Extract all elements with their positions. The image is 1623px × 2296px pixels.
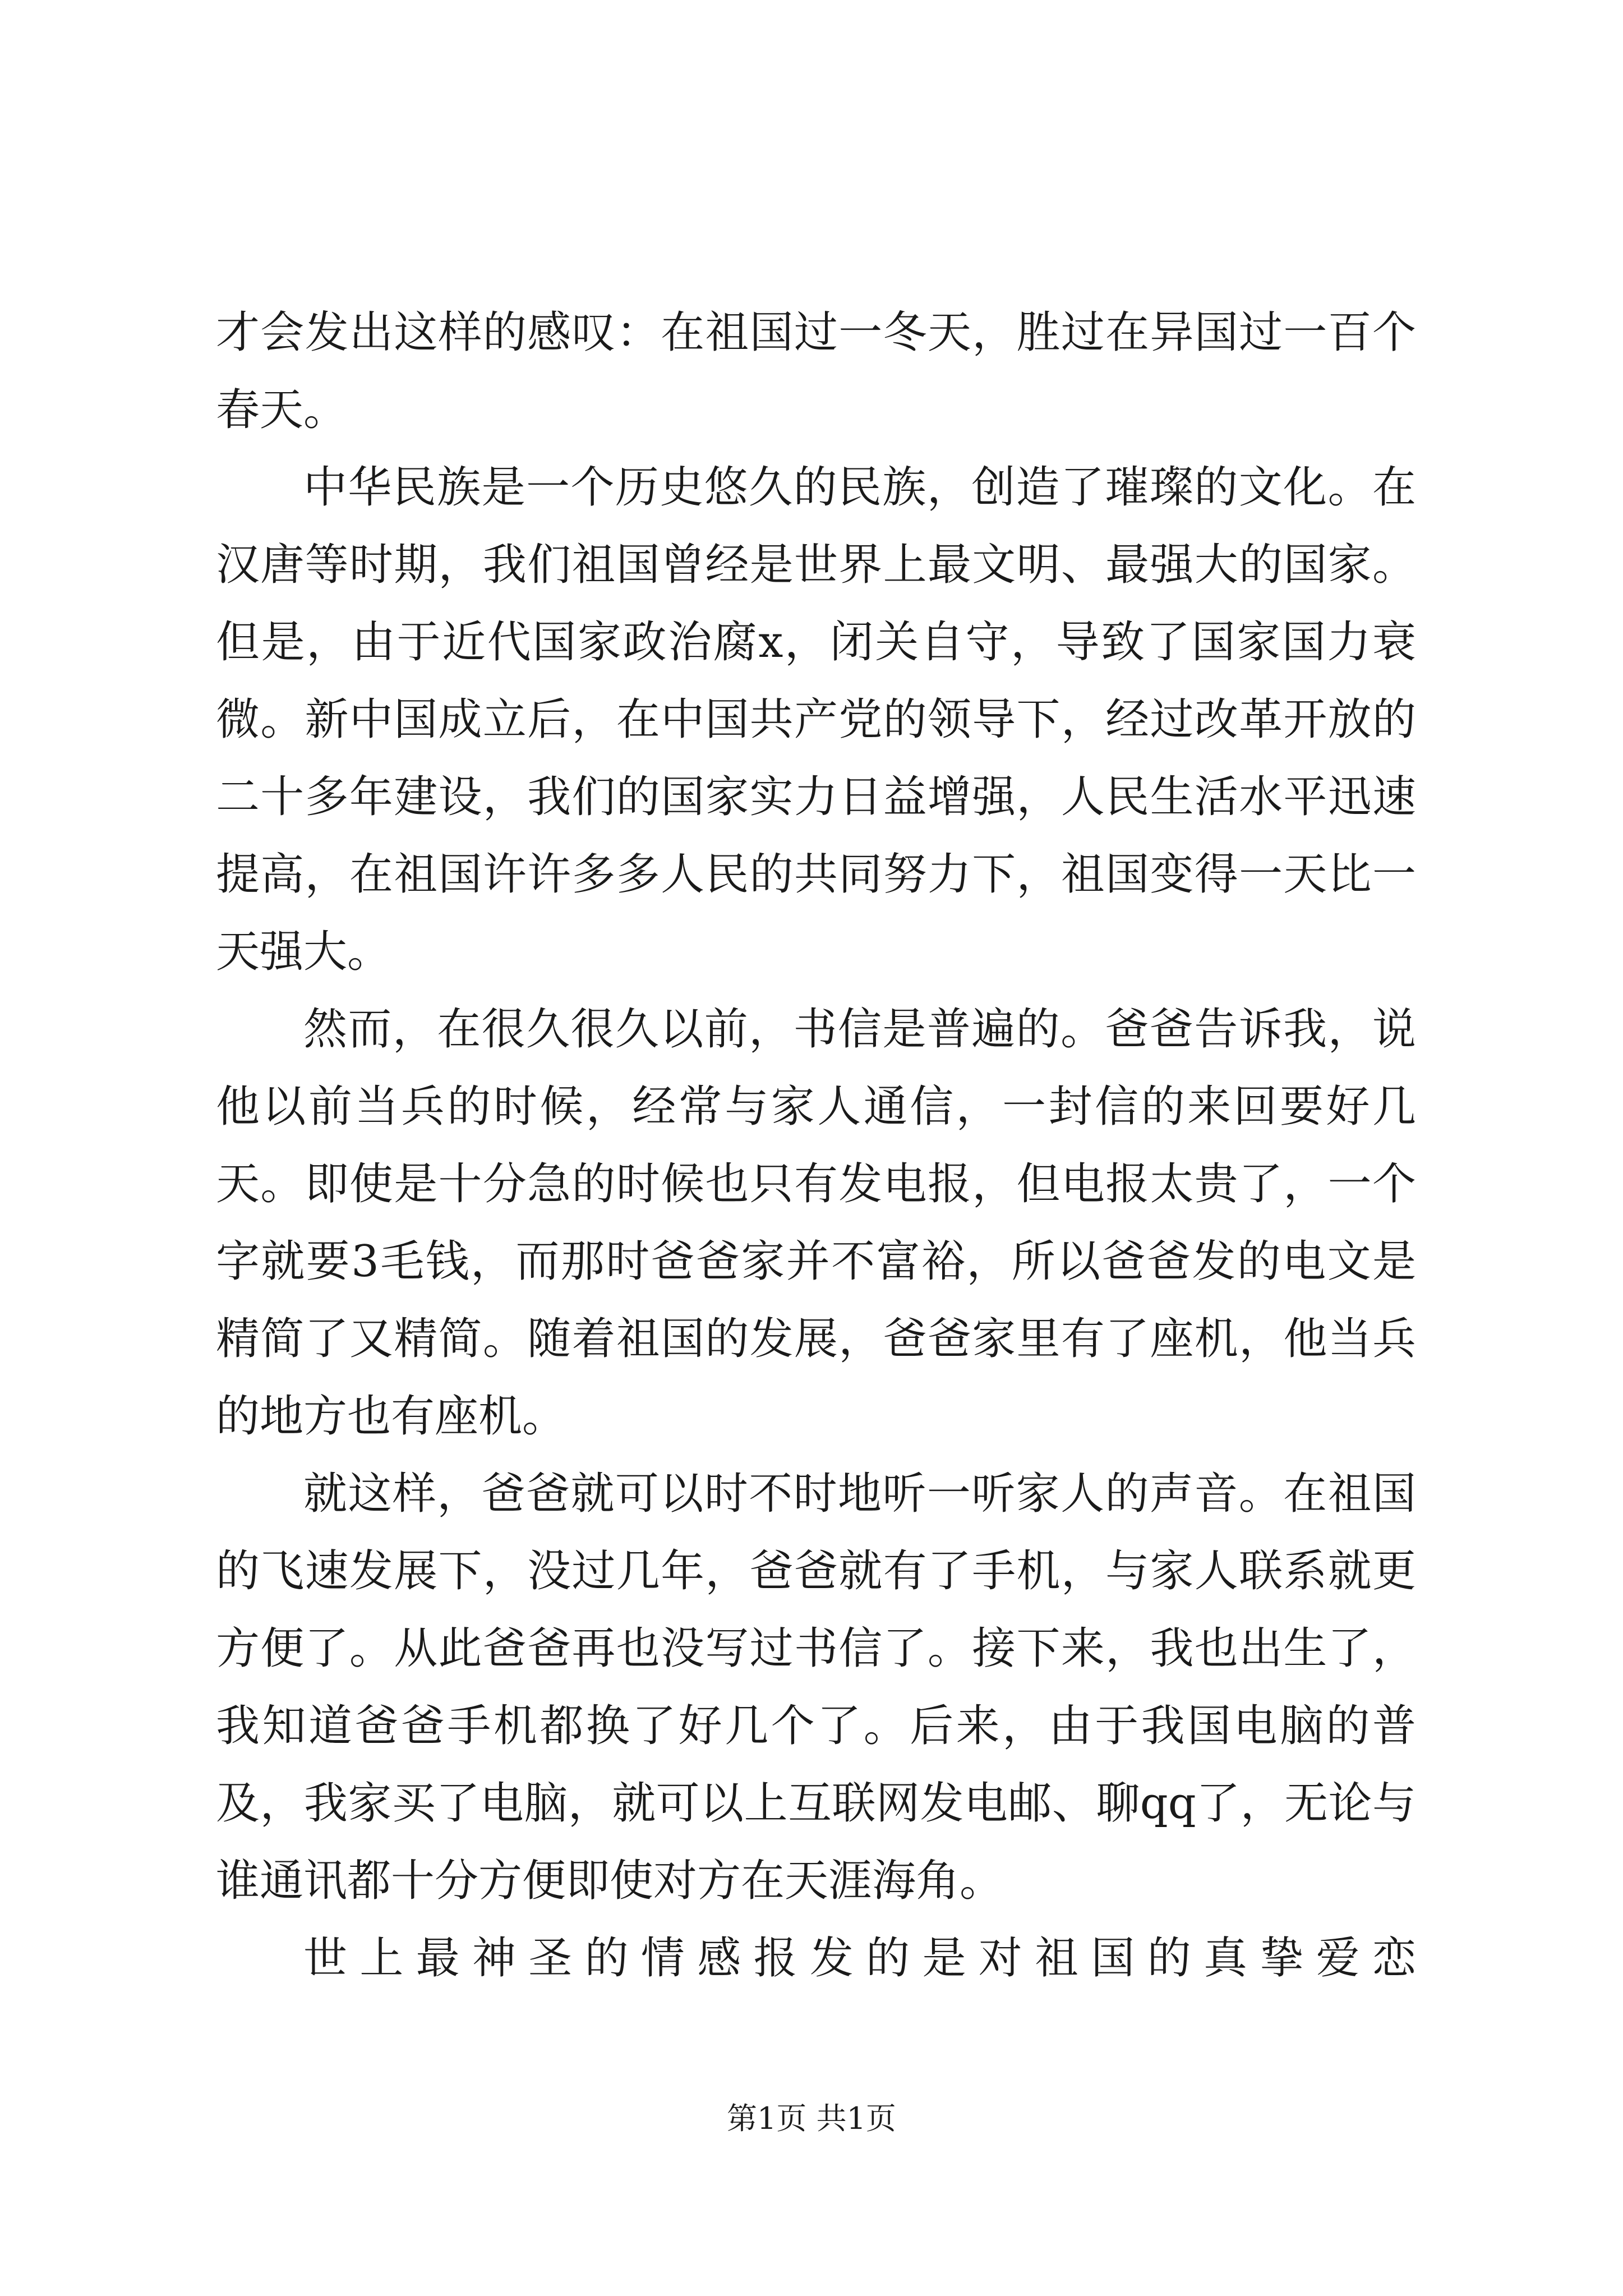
paragraph-1: 才会发出这样的感叹：在祖国过一冬天，胜过在异国过一百个春天。 [216,307,1416,435]
paragraph-2: 中华民族是一个历史悠久的民族，创造了璀璨的文化。在汉唐等时期，我们祖国曾经是世界上最文明、最强大的国家。但是，由于近代国家政治腐x，闭关自守，导致了国家国力衰微。新中国成立后，在中国共产党的领导下，经过改革开放的二十多年建设，我们的国家实力日益增强，人民生活水平迅速提高，在祖国许许多多人民的共同努力下，祖国变得一天比一天强大。 [216,462,1416,977]
paragraph-5: 世上最神圣的情感报发的是对祖国的真挚爱恋 [303,1933,1416,1984]
document-body [216,294,1416,1997]
paragraph-4: 就这样，爸爸就可以时不时地听一听家人的声音。在祖国的飞速发展下，没过几年，爸爸就有了手机，与家人联系就更方便了。从此爸爸再也没写过书信了。接下来，我也出生了，我知道爸爸手机都换了好几个了。后来，由于我国电脑的普及，我家买了电脑，就可以上互联网发电邮、聊qq了，无论与谁通讯都十分方便即使对方在天涯海角。 [216,1469,1416,1906]
page-footer: 第1页 共1页 [727,2101,896,2136]
paragraph-3: 然而，在很久很久以前，书信是普遍的。爸爸告诉我，说他以前当兵的时候，经常与家人通信，一封信的来回要好几天。即使是十分急的时候也只有发电报，但电报太贵了，一个字就要3毛钱，而那时爸爸家并不富裕，所以爸爸发的电文是精简了又精简。随着祖国的发展，爸爸家里有了座机，他当兵的地方也有座机。 [216,1004,1416,1442]
